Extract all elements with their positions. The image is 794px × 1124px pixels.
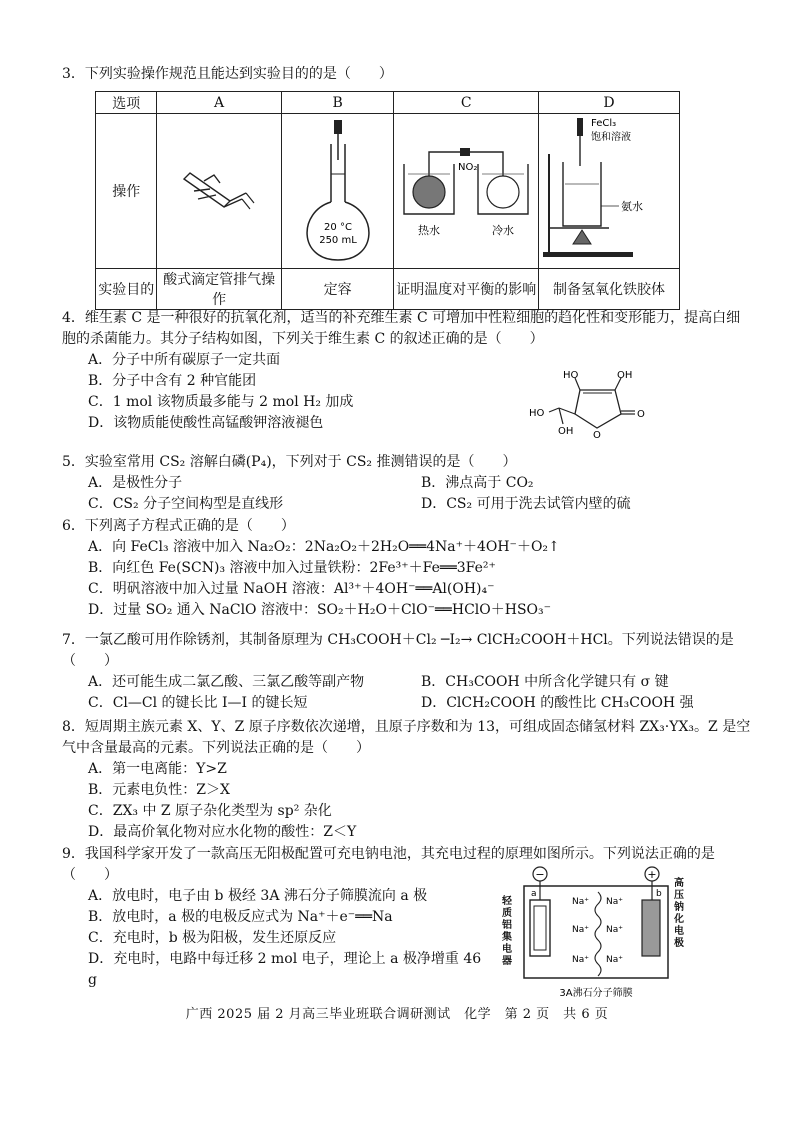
flask-label-volume: 250 mL [318, 235, 357, 246]
left-electrode-label: 轻质铝集电器 [502, 896, 512, 967]
volumetric-flask-icon [288, 114, 388, 264]
q3-header-b: B [281, 92, 394, 114]
question-6 [62, 516, 754, 621]
q3-header-d: D [539, 92, 680, 114]
q5-option-b: B．沸点高于 CO₂ [421, 475, 534, 491]
q3-purpose-d: 制备氢氧化铁胶体 [539, 269, 680, 310]
struct-carbonyl-o: O [637, 409, 645, 420]
q6-option-b: B．向红色 Fe(SCN)₃ 溶液中加入过量铁粉：2Fe³⁺＋Fe══3Fe²⁺ [88, 560, 496, 576]
na-ion-5: Na⁺ [572, 955, 589, 965]
hot-water-label: 热水 [418, 224, 441, 237]
na-ion-6: Na⁺ [606, 955, 623, 965]
electrode-b-label: b [656, 889, 662, 899]
struct-ring-o: O [593, 430, 601, 438]
q9-option-d: D．充电时，电路中每迁移 2 mol 电子，理论上 a 极净增重 46 g [88, 951, 482, 988]
q7-option-b: B．CH₃COOH 中所含化学键只有 σ 键 [421, 674, 669, 690]
na-ion-2: Na⁺ [606, 897, 623, 907]
electrode-a-label: a [531, 889, 537, 899]
q8-option-c: C．ZX₃ 中 Z 原子杂化类型为 sp² 杂化 [88, 803, 332, 819]
no2-label: NO₂ [458, 162, 478, 173]
positive-terminal-label: + [647, 868, 657, 881]
page-footer: 广西 2025 届 2 月高三毕业班联合调研测试 化学 第 2 页 共 6 页 [185, 1007, 609, 1022]
q3-table [95, 91, 680, 310]
q4-option-a: A．分子中所有碳原子一定共面 [88, 352, 281, 368]
q3-op-c [394, 114, 539, 269]
fecl3-label: FeCl₃ [591, 118, 617, 129]
q8-option-d: D．最高价氧化物对应水化物的酸性：Z＜Y [88, 824, 357, 840]
no2-equilibrium-apparatus-icon [396, 134, 536, 244]
q3-row-purpose-label: 实验目的 [96, 269, 157, 310]
negative-terminal-label: − [535, 868, 545, 881]
q3-header-a: A [157, 92, 281, 114]
q6-option-c: C．明矾溶液中加入过量 NaOH 溶液：Al³⁺＋4OH⁻══Al(OH)₄⁻ [88, 581, 495, 597]
burette-icon [164, 149, 274, 229]
q3-op-b [281, 114, 394, 269]
sodium-battery-diagram [500, 866, 690, 1000]
q3-row-op-label: 操作 [96, 114, 157, 269]
question-4-stem: 4．维生素 C 是一种很好的抗氧化剂，适当的补充维生素 C 可增加中性粒细胞的趋化性和变形能力，提高白细胞的杀菌能力。其分子结构如图，下列关于维生素 C 的叙述正确的是（ ） [62, 310, 741, 347]
q9-option-b: B．放电时，a 极的电极反应式为 Na⁺＋e⁻══Na [88, 909, 393, 925]
struct-oh-bottom: OH [558, 426, 574, 437]
struct-ho-top: HO [563, 370, 579, 381]
cold-water-label: 冷水 [492, 224, 515, 237]
q5-option-c: C．CS₂ 分子空间构型是直线形 [88, 496, 284, 512]
q3-header-c: C [394, 92, 539, 114]
question-7 [62, 630, 754, 714]
na-ion-1: Na⁺ [572, 897, 589, 907]
flask-label-temp: 20 °C [323, 222, 352, 233]
q4-option-c: C．1 mol 该物质最多能与 2 mol H₂ 加成 [88, 394, 354, 410]
q3-purpose-b: 定容 [281, 269, 394, 310]
q7-option-a: A．还可能生成二氯乙酸、三氯乙酸等副产物 [88, 674, 365, 690]
q9-option-a: A．放电时，电子由 b 极经 3A 沸石分子筛膜流向 a 极 [88, 888, 428, 904]
right-electrode-label: 高压钠化电极 [674, 878, 684, 949]
q3-op-a [157, 114, 281, 269]
na-ion-3: Na⁺ [572, 925, 589, 935]
q8-option-a: A．第一电离能：Y>Z [88, 761, 227, 777]
question-5 [62, 452, 754, 515]
struct-oh-top: OH [617, 370, 633, 381]
q3-purpose-a: 酸式滴定管排气操作 [157, 269, 281, 310]
q6-option-d: D．过量 SO₂ 通入 NaClO 溶液中：SO₂＋H₂O＋ClO⁻══HClO＋HSO₃⁻ [88, 602, 552, 618]
question-6-stem: 6．下列离子方程式正确的是（ ） [62, 518, 295, 534]
q7-option-d: D．ClCH₂COOH 的酸性比 CH₃COOH 强 [421, 695, 694, 711]
struct-ho-left: HO [529, 408, 545, 419]
q8-option-b: B．元素电负性：Z＞X [88, 782, 230, 798]
q3-header-option: 选项 [96, 92, 157, 114]
question-9-stem: 9．我国科学家开发了一款高压无阳极配置可充电钠电池，其充电过程的原理如图所示。下列说法正确的是（ ） [62, 846, 715, 883]
ammonia-label: 氨水 [621, 200, 643, 213]
q5-option-a: A．是极性分子 [88, 475, 183, 491]
q3-op-d [539, 114, 680, 269]
q4-option-d: D．该物质能使酸性高锰酸钾溶液褪色 [88, 415, 324, 431]
q7-option-c: C．Cl—Cl 的键长比 I—I 的键长短 [88, 695, 308, 711]
question-3 [62, 64, 754, 85]
question-8 [62, 717, 754, 843]
q6-option-a: A．向 FeCl₃ 溶液中加入 Na₂O₂：2Na₂O₂＋2H₂O══4Na⁺＋4OH⁻＋O₂↑ [88, 539, 560, 555]
question-3-stem: 3．下列实验操作规范且能达到实验目的的是（ ） [62, 66, 393, 82]
colloid-preparation-apparatus-icon [539, 114, 679, 264]
question-7-stem: 7．一氯乙酸可用作除锈剂，其制备原理为 CH₃COOH＋Cl₂ ─I₂→ ClCH₂COOH＋HCl。下列说法错误的是（ ） [62, 632, 734, 669]
question-5-stem: 5．实验室常用 CS₂ 溶解白磷(P₄)，下列对于 CS₂ 推测错误的是（ ） [62, 454, 517, 470]
q9-option-c: C．充电时，b 极为阳极，发生还原反应 [88, 930, 337, 946]
q5-option-d: D．CS₂ 可用于洗去试管内壁的硫 [421, 496, 631, 512]
q3-purpose-c: 证明温度对平衡的影响 [394, 269, 539, 310]
na-ion-4: Na⁺ [606, 925, 623, 935]
membrane-caption: 3A沸石分子筛膜 [559, 988, 633, 999]
q4-option-b: B．分子中含有 2 种官能团 [88, 373, 257, 389]
vitamin-c-structure [525, 368, 660, 438]
question-8-stem: 8．短周期主族元素 X、Y、Z 原子序数依次递增，且原子序数和为 13，可组成固态储氢材料 ZX₃·YX₃。Z 是空气中含量最高的元素。下列说法正确的是（ ） [62, 719, 751, 756]
saturated-solution-label: 饱和溶液 [591, 132, 631, 143]
